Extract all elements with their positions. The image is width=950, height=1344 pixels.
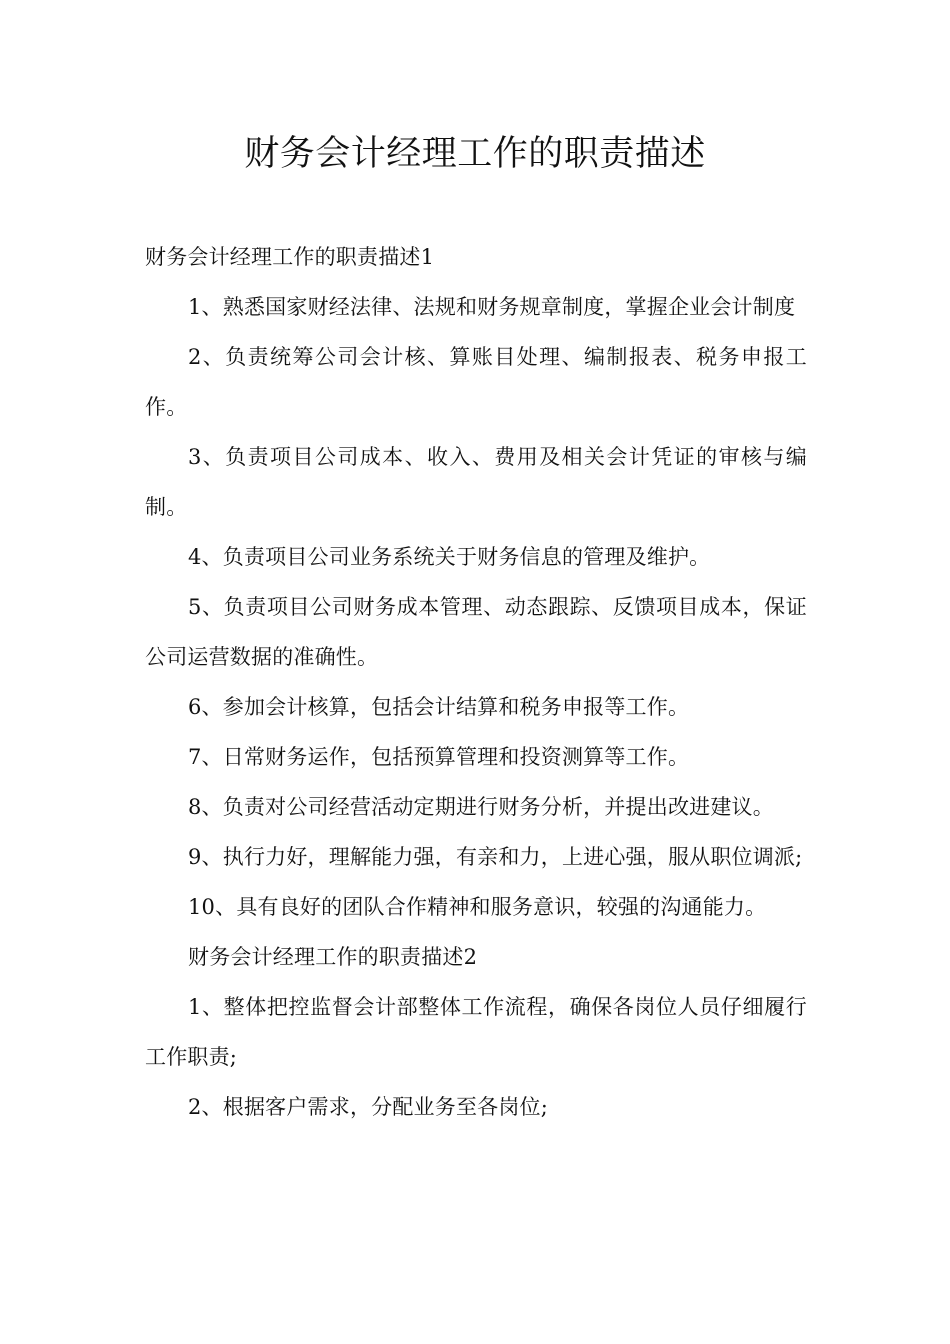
paragraph-item-4: 4、负责项目公司业务系统关于财务信息的管理及维护。 — [188, 545, 711, 569]
paragraph-item-9: 9、执行力好，理解能力强，有亲和力，上进心强，服从职位调派; — [188, 845, 803, 869]
paragraph-item-2-1: 1、整体把控监督会计部整体工作流程，确保各岗位人员仔细履行工作职责; — [145, 995, 807, 1069]
paragraph-item-3: 3、负责项目公司成本、收入、费用及相关会计凭证的审核与编制。 — [145, 445, 807, 519]
section-heading-2: 财务会计经理工作的职责描述2 — [188, 945, 478, 969]
paragraph-item-8: 8、负责对公司经营活动定期进行财务分析，并提出改进建议。 — [188, 795, 774, 819]
paragraph-item-7: 7、日常财务运作，包括预算管理和投资测算等工作。 — [188, 745, 690, 769]
document-title: 财务会计经理工作的职责描述 — [244, 134, 706, 174]
paragraph-item-1: 1、熟悉国家财经法律、法规和财务规章制度，掌握企业会计制度 — [188, 295, 796, 319]
section-heading-1: 财务会计经理工作的职责描述1 — [145, 245, 435, 269]
paragraph-item-6: 6、参加会计核算，包括会计结算和税务申报等工作。 — [188, 695, 690, 719]
paragraph-item-10: 10、具有良好的团队合作精神和服务意识，较强的沟通能力。 — [188, 895, 767, 919]
document-body — [145, 232, 807, 1132]
paragraph-item-2: 2、负责统筹公司会计核、算账目处理、编制报表、税务申报工作。 — [145, 345, 807, 419]
paragraph-item-2-2: 2、根据客户需求，分配业务至各岗位; — [188, 1095, 549, 1119]
paragraph-item-5: 5、负责项目公司财务成本管理、动态跟踪、反馈项目成本，保证公司运营数据的准确性。 — [145, 595, 807, 669]
